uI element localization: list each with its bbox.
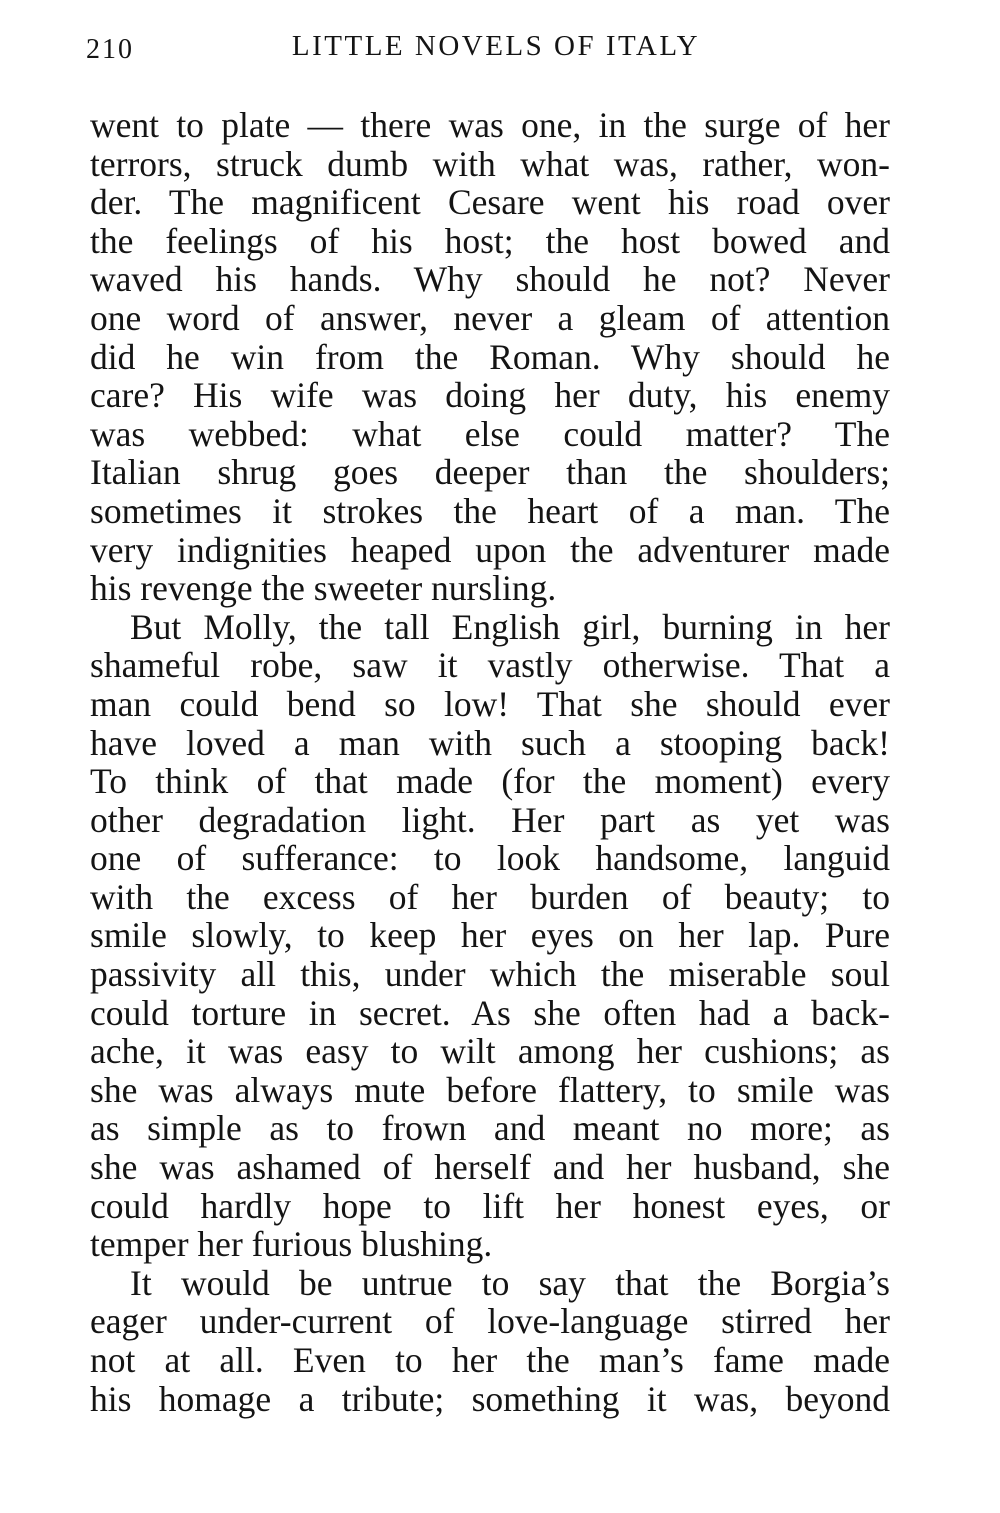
text-line: ache, it was easy to wilt among her cushions; as: [90, 1031, 890, 1072]
text-line: as simple as to frown and meant no more; as: [90, 1108, 890, 1149]
text-line: not at all. Even to her the man’s fame made: [90, 1340, 890, 1380]
text-line: did he win from the Roman. Why should he: [90, 336, 890, 377]
text-line: one of sufferance: to look handsome, languid: [90, 838, 890, 879]
text-line: But Molly, the tall English girl, burning in her: [130, 606, 890, 647]
text-line: shameful robe, saw it vastly otherwise. That a: [90, 645, 890, 686]
text-line: It would be untrue to say that the Borgia’s: [130, 1262, 890, 1303]
text-line: she was always mute before flattery, to smile was: [90, 1069, 890, 1110]
text-line: with the excess of her burden of beauty; to: [90, 876, 890, 917]
text-line: care? His wife was doing her duty, his enemy: [90, 375, 890, 416]
text-line: man could bend so low! That she should ever: [90, 683, 890, 724]
text-line: terrors, struck dumb with what was, rather, won-: [90, 143, 890, 184]
text-line: she was ashamed of herself and her husband, she: [90, 1147, 890, 1188]
text-line: sometimes it strokes the heart of a man. The: [90, 490, 890, 531]
running-title: LITTLE NOVELS OF ITALY: [291, 30, 701, 62]
text-line: other degradation light. Her part as yet was: [90, 799, 890, 840]
text-line: der. The magnificent Cesare went his road over: [90, 182, 890, 223]
page-number: 210: [86, 34, 134, 65]
text-line: smile slowly, to keep her eyes on her lap. Pure: [90, 915, 890, 956]
text-line: eager under-current of love-language stirred her: [90, 1301, 890, 1342]
page-header: [86, 30, 906, 80]
text-line: his homage a tribute; something it was, beyond: [90, 1378, 890, 1419]
text-line: could hardly hope to lift her honest eyes, or: [90, 1185, 890, 1226]
body-text: [90, 106, 890, 1418]
text-line: very indignities heaped upon the adventurer made: [90, 529, 890, 570]
text-line: his revenge the sweeter nursling.: [90, 568, 557, 609]
text-line: passivity all this, under which the miserable soul: [90, 954, 890, 995]
text-line: waved his hands. Why should he not? Never: [90, 259, 890, 300]
text-line: the feelings of his host; the host bowed and: [90, 220, 890, 261]
text-line: went to plate — there was one, in the surge of her: [90, 105, 890, 145]
text-line: have loved a man with such a stooping back!: [90, 722, 890, 763]
text-line: was webbed: what else could matter? The: [90, 413, 890, 454]
text-line: To think of that made (for the moment) every: [90, 761, 890, 802]
text-line: temper her furious blushing.: [90, 1224, 493, 1265]
text-line: could torture in secret. As she often had a back-: [90, 992, 890, 1033]
text-line: one word of answer, never a gleam of attention: [90, 297, 890, 338]
text-line: Italian shrug goes deeper than the shoulders;: [90, 452, 890, 493]
